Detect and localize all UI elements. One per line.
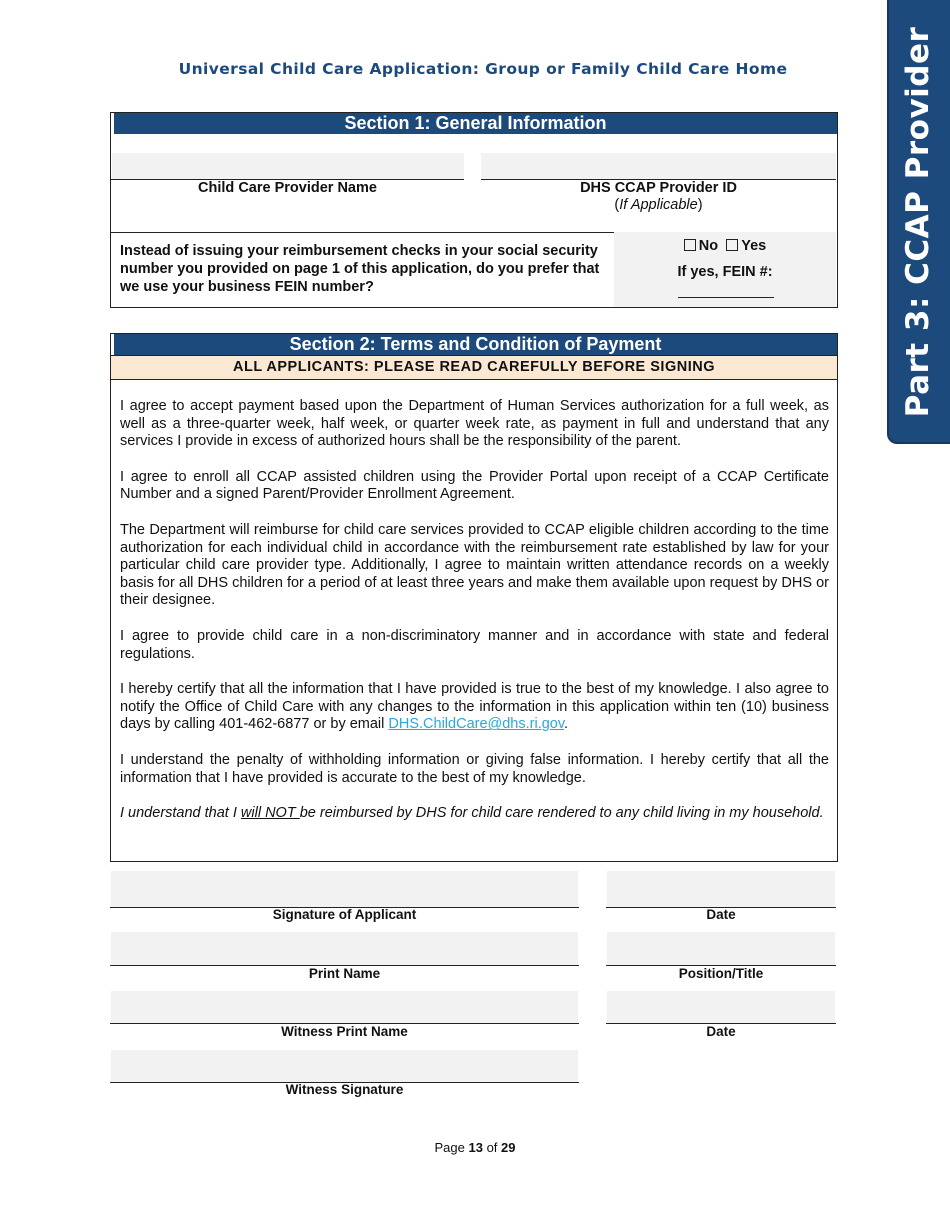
- section1-box: [110, 112, 838, 308]
- terms-paragraph: The Department will reimburse for child care services provided to CCAP eligible children according to the time authorization for each individual child in accordance with the reimbursement rate established by law for your particular child care provider type. Additionally, I agree to maintain written attendance records on a weekly basis for all DHS children for a period of at least three years and make them available upon request by DHS or their designee.: [120, 521, 829, 609]
- terms-paragraph: I agree to provide child care in a non-discriminatory manner and in accordance with state and federal regulations.: [120, 627, 829, 662]
- section2-title: Section 2: Terms and Condition of Payment: [111, 334, 837, 355]
- witness-print-label: Witness Print Name: [281, 1024, 408, 1039]
- no-checkbox[interactable]: [684, 239, 696, 251]
- print-name-label: Print Name: [308, 966, 381, 981]
- fein-question: Instead of issuing your reimbursement checks in your social security number you provided on page 1 of this application, do you prefer that we use your business FEIN number?: [120, 243, 600, 295]
- position-field[interactable]: [607, 932, 835, 965]
- signature-label: Signature of Applicant: [272, 907, 417, 922]
- page-number: Page 13 of 29: [434, 1140, 516, 1155]
- fein-row: [111, 232, 836, 307]
- fein-input-line[interactable]: [678, 297, 774, 298]
- read-carefully-banner: ALL APPLICANTS: PLEASE READ CAREFULLY BEFORE SIGNING: [111, 355, 837, 380]
- terms-text: [120, 398, 829, 823]
- signature-field[interactable]: [111, 871, 578, 907]
- provider-id-note: (If Applicable): [614, 197, 703, 213]
- fein-label: If yes, FEIN #:: [677, 264, 773, 280]
- provider-id-label: DHS CCAP Provider ID: [580, 180, 737, 196]
- provider-id-field[interactable]: [481, 153, 836, 179]
- date2-label: Date: [706, 1024, 736, 1039]
- terms-paragraph: I agree to enroll all CCAP assisted children using the Provider Portal upon receipt of a CCAP Certificate Number and a signed Parent/Provider Enrollment Agreement.: [120, 468, 829, 503]
- terms-paragraph: I agree to accept payment based upon the Department of Human Services authorization for a full week, as well as a three-quarter week, half week, or quarter week rate, as payment in full and understand that any services I provide in excess of authorized hours shall be the responsibility of the parent.: [120, 398, 829, 450]
- side-tab-label: Part 3: CCAP Provider: [900, 26, 936, 418]
- print-name-field[interactable]: [111, 932, 578, 965]
- email-link[interactable]: DHS.ChildCare@dhs.ri.gov: [388, 716, 565, 733]
- witness-signature-field[interactable]: [111, 1050, 578, 1082]
- date2-field[interactable]: [607, 991, 835, 1023]
- no-label: No: [698, 238, 719, 254]
- section1-title: Section 1: General Information: [111, 113, 837, 134]
- terms-paragraph-household: I understand that I will NOT be reimbursed by DHS for child care rendered to any child living in my household.: [120, 805, 824, 822]
- provider-name-label: Child Care Provider Name: [198, 180, 377, 196]
- witness-print-field[interactable]: [111, 991, 578, 1023]
- document-title: Universal Child Care Application: Group or Family Child Care Home: [178, 60, 788, 78]
- date-field[interactable]: [607, 871, 835, 907]
- fein-options: [614, 238, 836, 254]
- witness-signature-label: Witness Signature: [285, 1082, 404, 1097]
- date-label: Date: [706, 907, 736, 922]
- section2-box: [110, 333, 838, 862]
- yes-label: Yes: [741, 238, 767, 254]
- terms-paragraph: I understand the penalty of withholding information or giving false information. I hereby certify that all the information that I have provided is accurate to the best of my knowledge.: [120, 751, 829, 786]
- yes-checkbox[interactable]: [726, 239, 738, 251]
- position-label: Position/Title: [678, 966, 764, 981]
- provider-name-field[interactable]: [112, 153, 464, 179]
- terms-paragraph: I hereby certify that all the information that I have provided is true to the best of my knowledge. I also agree to notify the Office of Child Care with any changes to the information in this application within ten (10) business days by calling 401-462-6877 or by email DHS.ChildCare@dhs.ri.gov.: [120, 681, 829, 733]
- fein-cell: [614, 232, 836, 307]
